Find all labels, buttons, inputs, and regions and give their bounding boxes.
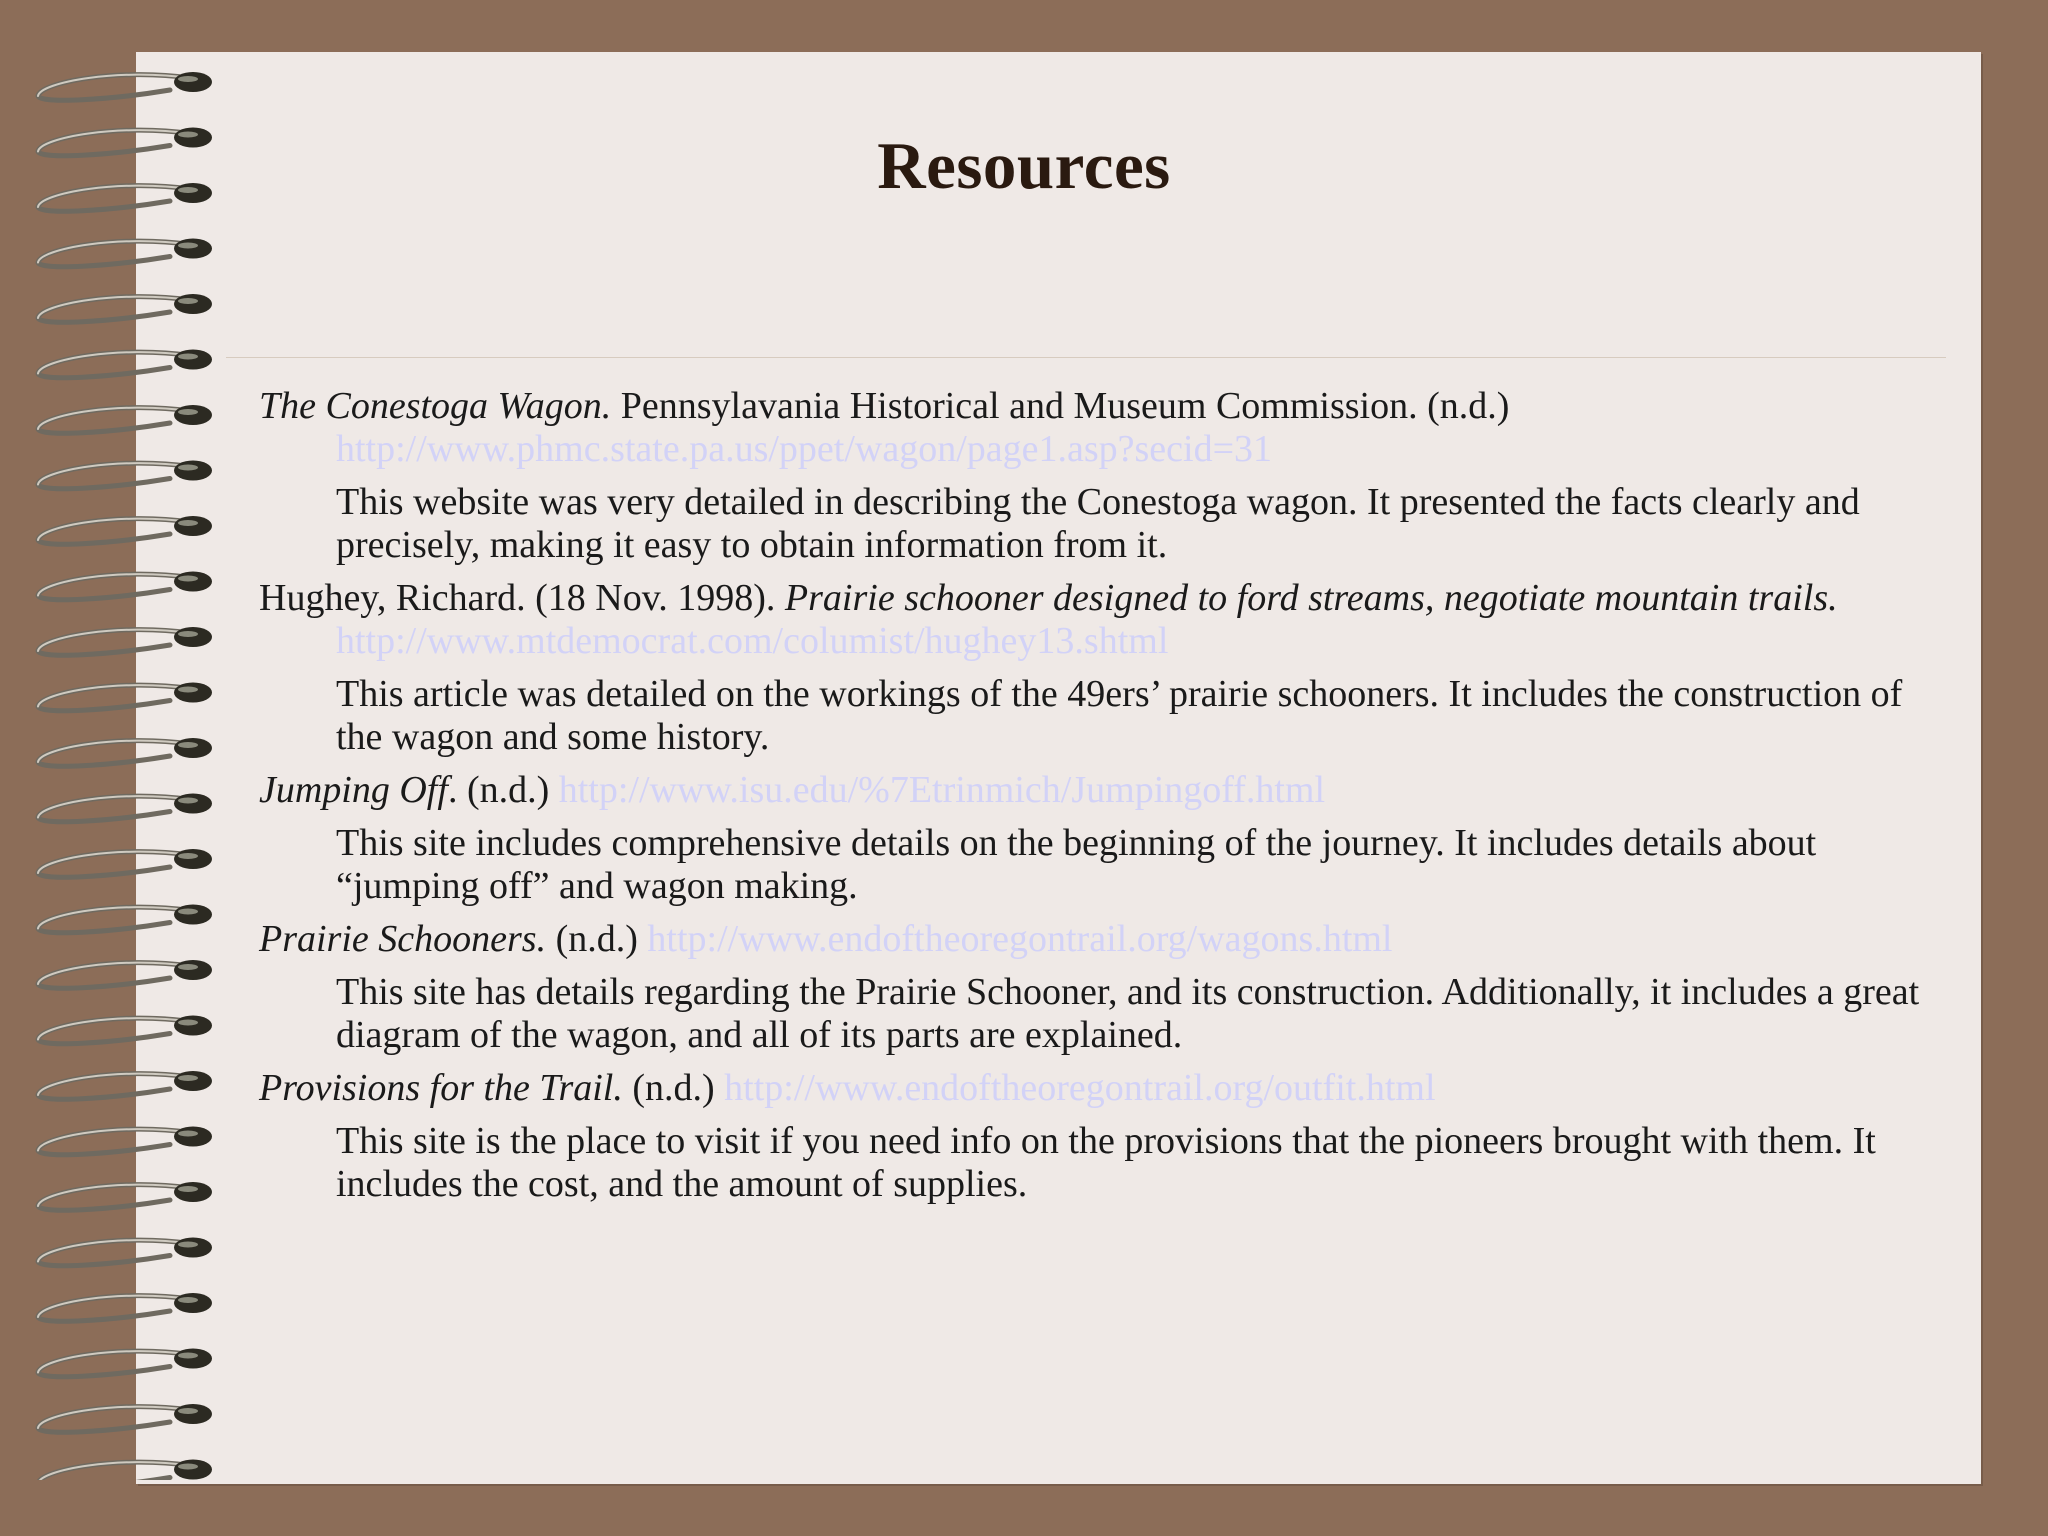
reference-source: (n.d.) xyxy=(622,1067,725,1109)
reference-title: Prairie schooner designed to ford streams, negotiate mountain trails. xyxy=(784,577,1838,619)
spiral-ring xyxy=(38,849,212,877)
reference-link[interactable]: http://www.endoftheoregontrail.org/outfit.html xyxy=(724,1067,1436,1109)
title-divider xyxy=(226,357,1946,358)
spiral-ring xyxy=(38,1016,212,1044)
spiral-binding-icon xyxy=(0,60,230,1480)
spiral-ring xyxy=(38,627,212,655)
spiral-ring xyxy=(38,350,212,378)
spiral-ring xyxy=(38,794,212,822)
spiral-ring xyxy=(38,1293,212,1321)
reference-entry xyxy=(259,577,1939,663)
spiral-ring xyxy=(38,738,212,766)
reference-source: . (n.d.) xyxy=(447,769,559,811)
spiral-ring xyxy=(38,683,212,711)
reference-link[interactable]: http://www.endoftheoregontrail.org/wagons.html xyxy=(647,918,1393,960)
spiral-ring xyxy=(38,572,212,600)
reference-source: (n.d.) xyxy=(546,918,648,960)
spiral-ring xyxy=(38,1238,212,1266)
reference-link[interactable]: http://www.isu.edu/%7Etrinmich/Jumpingoff.html xyxy=(558,769,1326,811)
spiral-ring xyxy=(38,405,212,433)
reference-source: Pennsylavania Historical and Museum Commission. (n.d.) xyxy=(611,385,1510,427)
spiral-ring xyxy=(38,1404,212,1432)
page-title: Resources xyxy=(877,129,1171,203)
spiral-ring xyxy=(38,461,212,489)
spiral-ring xyxy=(38,1460,212,1481)
spiral-ring xyxy=(38,516,212,544)
reference-entry xyxy=(259,769,1939,812)
reference-annotation: This website was very detailed in describing the Conestoga wagon. It presented the facts clearly and precisely, making it easy to obtain information from it. xyxy=(336,481,1860,566)
reference-annotation: This site includes comprehensive details on the beginning of the journey. It includes details about “jumping off” and wagon making. xyxy=(336,822,1817,907)
reference-annotation: This article was detailed on the workings of the 49ers’ prairie schooners. It includes the construction of the wagon and some history. xyxy=(336,673,1903,758)
spiral-ring xyxy=(38,239,212,267)
spiral-ring xyxy=(38,294,212,322)
reference-author: Hughey, Richard. (18 Nov. 1998). xyxy=(259,577,785,619)
reference-title: Jumping Off xyxy=(259,769,448,811)
spiral-ring xyxy=(38,905,212,933)
reference-link[interactable]: http://www.phmc.state.pa.us/ppet/wagon/page1.asp?secid=31 xyxy=(336,428,1273,470)
reference-link[interactable]: http://www.mtdemocrat.com/columist/hughey13.shtml xyxy=(336,620,1169,662)
reference-entry xyxy=(259,918,1939,961)
reference-entry xyxy=(259,1067,1939,1110)
spiral-ring xyxy=(38,1182,212,1210)
spiral-ring xyxy=(38,1127,212,1155)
reference-annotation: This site is the place to visit if you need info on the provisions that the pioneers brought with them. It includes the cost, and the amount of supplies. xyxy=(336,1120,1876,1205)
spiral-ring xyxy=(38,960,212,988)
spiral-ring xyxy=(38,1071,212,1099)
reference-annotation: This site has details regarding the Prairie Schooner, and its construction. Additionally, it includes a great diagram of the wagon, and all of its parts are explained. xyxy=(336,971,1920,1056)
reference-title: Provisions for the Trail. xyxy=(259,1067,623,1109)
reference-title: The Conestoga Wagon. xyxy=(259,385,612,427)
reference-entry xyxy=(259,385,1939,471)
reference-title: Prairie Schooners. xyxy=(259,918,547,960)
reference-list xyxy=(259,385,1939,1216)
spiral-ring xyxy=(38,1349,212,1377)
spiral-ring xyxy=(38,72,212,100)
